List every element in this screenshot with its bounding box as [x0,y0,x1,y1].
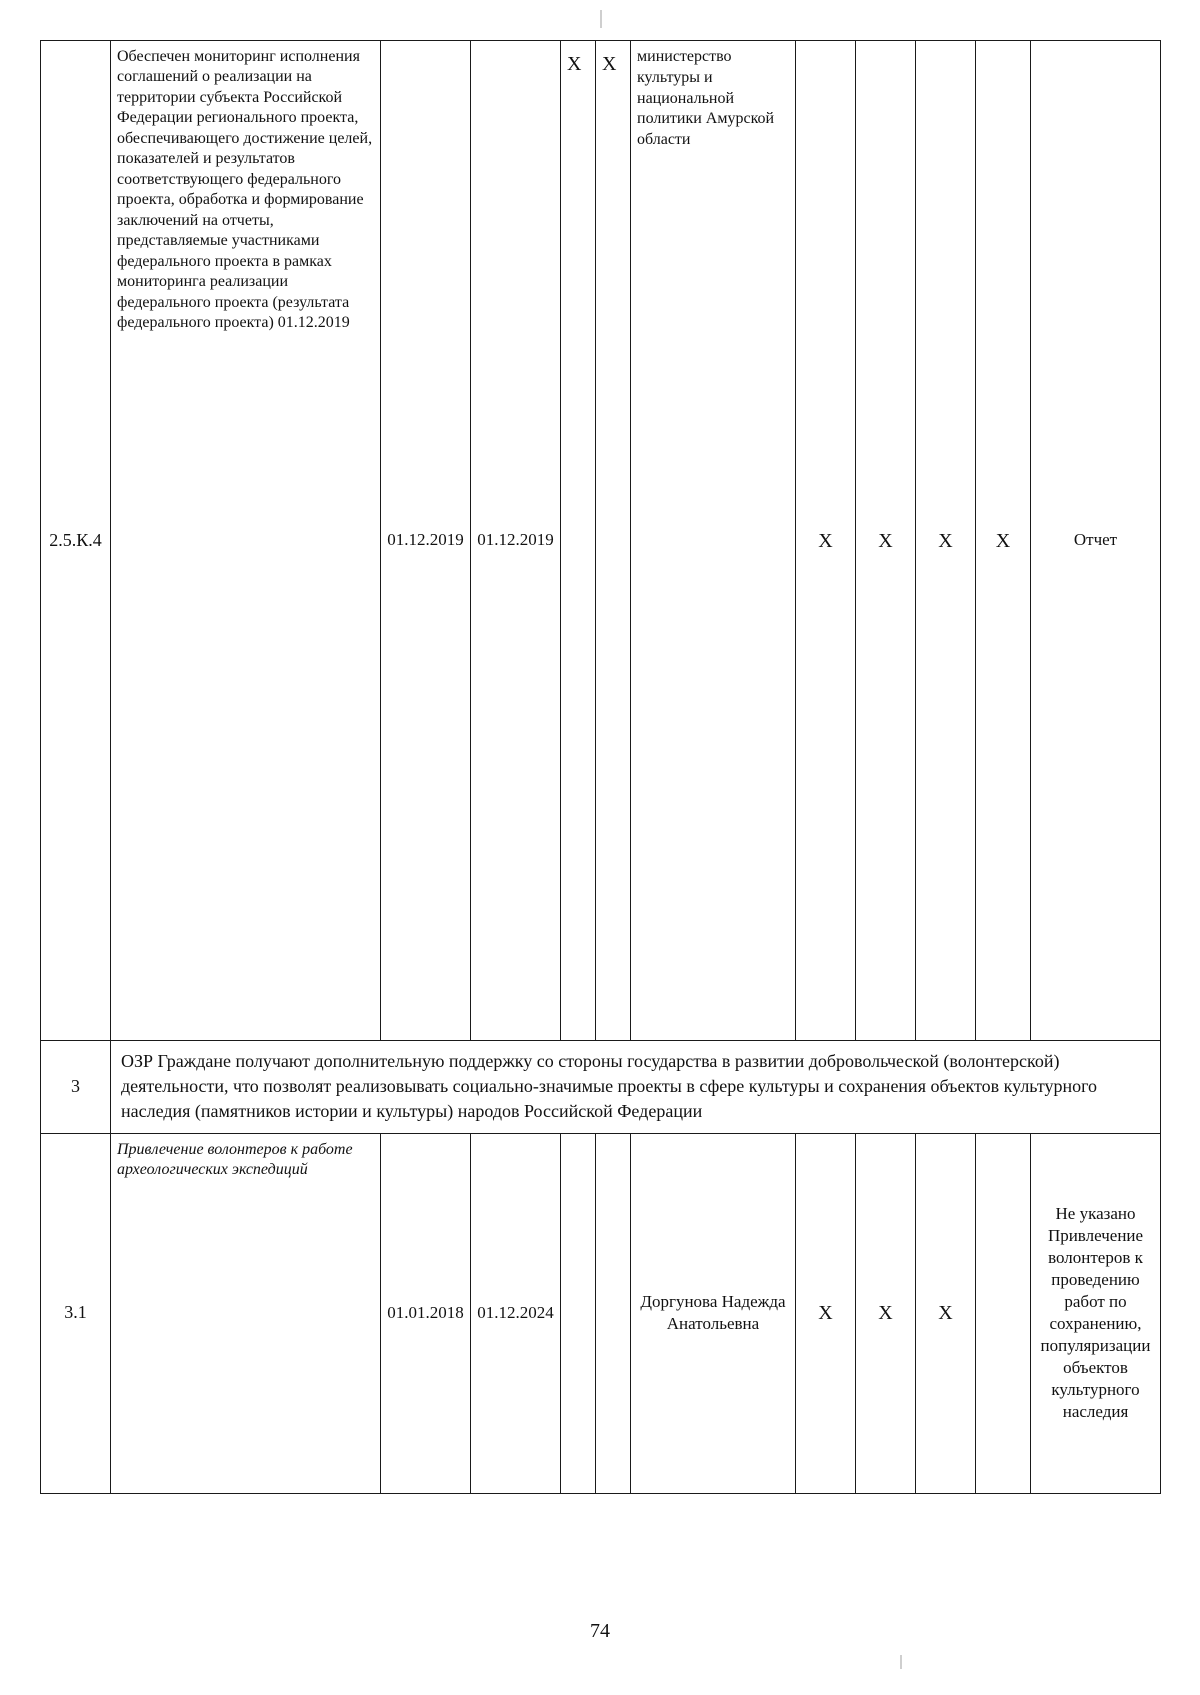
page-number: 74 [590,1620,610,1642]
x-mark-cell: X [561,41,596,1041]
item-name-cell: Привлечение волонтеров к работе археологических экспедиций [111,1133,381,1493]
x-mark-cell: X [916,41,976,1041]
x-mark-cell: X [796,1133,856,1493]
scan-artifact-mark [600,10,602,28]
item-name-cell: Обеспечен мониторинг исполнения соглашений о реализации на территории субъекта Российской Федерации регионального проекта, обеспечивающего достижение целей, показателей и результатов соответствующего федерального проекта, обработка и формирование заключений на отчеты, представляемые участниками федерального проекта в рамках мониторинга реализации федерального проекта (результата федерального проекта) 01.12.2019 [111,41,381,1041]
document-cell: Не указано Привлечение волонтеров к проведению работ по сохранению, популяризации объектов культурного наследия [1031,1133,1161,1493]
responsible-cell: Доргунова Надежда Анатольевна [631,1133,796,1493]
x-mark-cell: X [916,1133,976,1493]
start-date-cell: 01.12.2019 [381,41,471,1041]
table-row [41,1133,1161,1493]
responsible-cell: министерство культуры и национальной политики Амурской области [631,41,796,1041]
start-date-cell: 01.01.2018 [381,1133,471,1493]
goal-text-cell: ОЗР Граждане получают дополнительную поддержку со стороны государства в развитии добровольческой (волонтерской) деятельности, что позволят реализовывать социально-значимые проекты в сфере культуры и сохранения объектов культурного наследия (памятников истории и культуры) народов Российской Федерации [111,1041,1161,1134]
end-date-cell: 01.12.2019 [471,41,561,1041]
end-date-cell: 01.12.2024 [471,1133,561,1493]
x-mark-cell: X [856,1133,916,1493]
table-row-goal [41,1041,1161,1134]
table-row [41,41,1161,1041]
x-mark-cell: X [596,41,631,1041]
document-cell: Отчет [1031,41,1161,1041]
scan-artifact-mark [900,1655,902,1669]
x-mark-cell: X [976,41,1031,1041]
x-mark-cell: X [856,41,916,1041]
empty-cell [596,1133,631,1493]
x-mark-cell: X [796,41,856,1041]
empty-cell [561,1133,596,1493]
item-number-cell: 3.1 [41,1133,111,1493]
empty-cell [976,1133,1031,1493]
goal-number-cell: 3 [41,1041,111,1134]
plan-table [40,40,1161,1494]
item-number-cell: 2.5.К.4 [41,41,111,1041]
